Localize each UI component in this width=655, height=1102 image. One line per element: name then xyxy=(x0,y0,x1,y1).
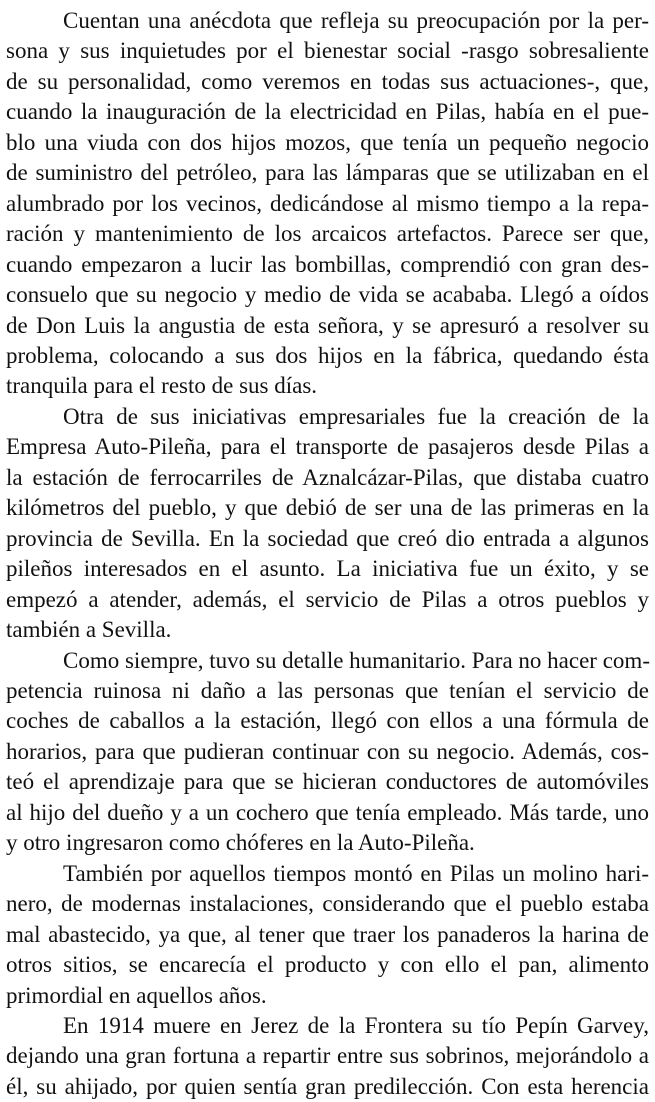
text-line: coches de caballos a la estación, llegó con ellos a una fórmula de xyxy=(6,708,649,734)
text-line: cuando la inauguración de la electricidad en Pilas, había en el pue- xyxy=(6,99,649,125)
paragraph-2 xyxy=(6,402,649,646)
text-line: de su personalidad, como veremos en todas sus actuaciones-, que, xyxy=(6,68,649,94)
paragraph-5 xyxy=(6,1011,649,1102)
text-line: problema, colocando a sus dos hijos en la fábrica, quedando ésta xyxy=(6,342,649,368)
text-line: alumbrado por los vecinos, dedicándose al mismo tiempo a la repa- xyxy=(6,190,649,216)
paragraph-1 xyxy=(6,6,649,402)
text-line: teó el aprendizaje para que se hicieran conductores de automóviles xyxy=(6,769,649,795)
text-line: de suministro del petróleo, para las lámparas que se utilizaban en el xyxy=(6,160,649,186)
text-line: empezó a atender, además, el servicio de Pilas a otros pueblos y xyxy=(6,586,649,612)
text-line: tranquila para el resto de sus días. xyxy=(6,373,318,399)
text-line: blo una viuda con dos hijos mozos, que tenía un pequeño negocio xyxy=(6,129,649,155)
text-line: sona y sus inquietudes por el bienestar social -rasgo sobresaliente xyxy=(6,38,649,64)
text-line: consuelo que su negocio y medio de vida se acababa. Llegó a oídos xyxy=(6,282,649,308)
text-line: Empresa Auto-Pileña, para el transporte de pasajeros desde Pilas a xyxy=(6,434,649,460)
text-line: al hijo del dueño y a un cochero que tenía empleado. Más tarde, uno xyxy=(6,799,649,825)
text-line: cuando empezaron a lucir las bombillas, comprendió con gran des- xyxy=(6,251,649,277)
text-line: petencia ruinosa ni daño a las personas que tenían el servicio de xyxy=(6,677,649,703)
text-line: ración y mantenimiento de los arcaicos artefactos. Parece ser que, xyxy=(6,221,649,247)
text-line: Otra de sus iniciativas empresariales fue la creación de la xyxy=(63,403,649,429)
paragraph-4 xyxy=(6,859,649,1011)
text-line: también a Sevilla. xyxy=(6,617,172,643)
text-line: provincia de Sevilla. En la sociedad que creó dio entrada a algunos xyxy=(6,525,649,551)
text-line: y otro ingresaron como chóferes en la Auto-Pileña. xyxy=(6,830,475,856)
text-line: otros sitios, se encarecía el producto y con ello el pan, alimento xyxy=(6,952,649,978)
text-line: nero, de modernas instalaciones, considerando que el pueblo estaba xyxy=(6,891,649,917)
paragraph-3 xyxy=(6,646,649,859)
text-line: él, su ahijado, por quien sentía gran predilección. Con esta herencia xyxy=(6,1073,649,1099)
text-line: Como siempre, tuvo su detalle humanitario. Para no hacer com- xyxy=(63,647,650,673)
text-line: Cuentan una anécdota que refleja su preocupación por la per- xyxy=(63,8,649,33)
text-line: En 1914 muere en Jerez de la Frontera su tío Pepín Garvey, xyxy=(63,1012,649,1038)
text-line: dejando una gran fortuna a repartir entre sus sobrinos, mejorándolo a xyxy=(6,1043,649,1069)
text-line: También por aquellos tiempos montó en Pilas un molino hari- xyxy=(63,860,649,886)
text-line: pileños interesados en el asunto. La iniciativa fue un éxito, y se xyxy=(6,556,649,582)
text-line: primordial en aquellos años. xyxy=(6,982,267,1008)
text-line: mal abastecido, ya que, al tener que traer los panaderos la harina de xyxy=(6,921,649,947)
text-line: la estación de ferrocarriles de Aznalcázar-Pilas, que distaba cuatro xyxy=(6,464,649,490)
text-line: horarios, para que pudieran continuar con su negocio. Además, cos- xyxy=(6,738,649,764)
text-line: de Don Luis la angustia de esta señora, y se apresuró a resolver su xyxy=(6,312,649,338)
text-line: kilómetros del pueblo, y que debió de ser una de las primeras en la xyxy=(6,495,649,521)
